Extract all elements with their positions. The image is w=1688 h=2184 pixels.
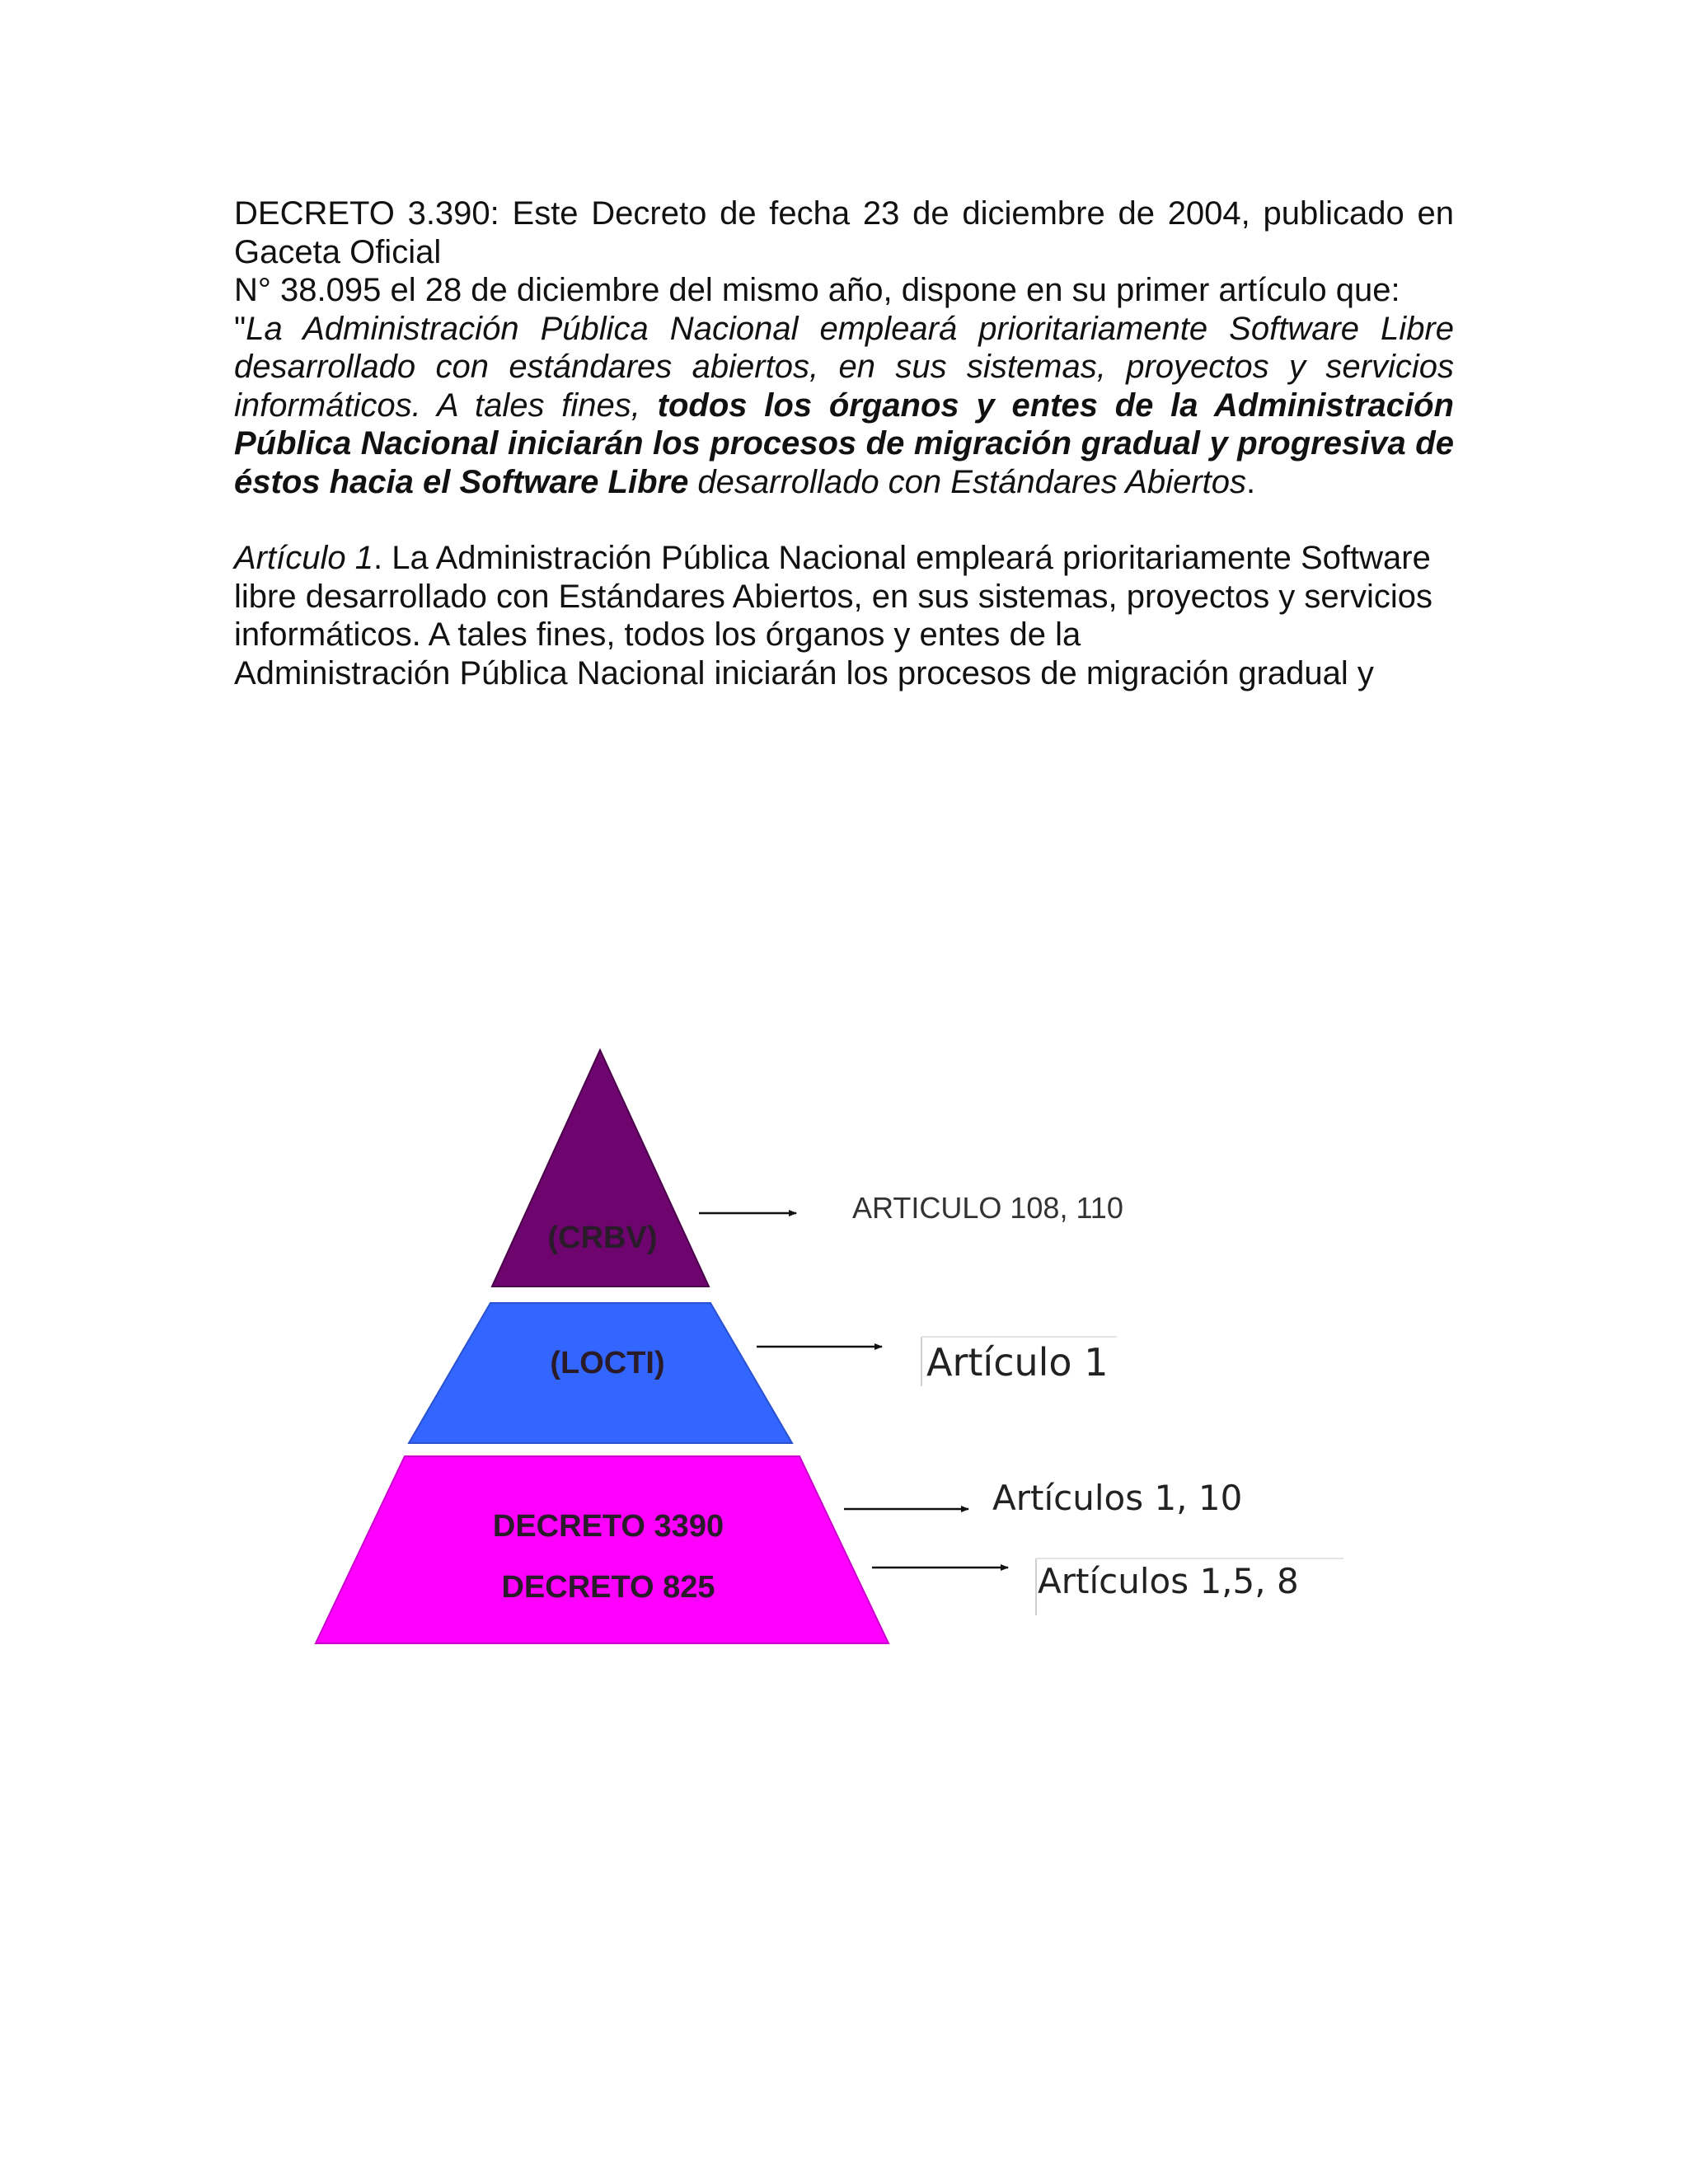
quote-italic-text: La Administración Pública Nacional empleará prioritariamente Software Libre desarrollado con estándares abiertos, en sus sistemas, proyectos y servicios informáticos. A tales fines, — [234, 310, 1454, 424]
article-text: . La Administración Pública Nacional empleará prioritariamente Software libre desarrollado con Estándares Abiertos, en sus sistemas, proyectos y servicios informáticos. A tales fines, todos los órganos y entes de la — [234, 540, 1433, 653]
reference-label-locti: Artículo 1 — [926, 1340, 1109, 1385]
pyramid-tier-decretos — [316, 1456, 889, 1643]
tier-label-locti: (LOCTI) — [550, 1346, 665, 1380]
quote-open-mark: " — [234, 310, 246, 347]
article-label: Artículo 1 — [234, 540, 373, 576]
decree-intro-line-1: DECRETO 3.390: Este Decreto de fecha 23 de diciembre de 2004, publicado en — [234, 195, 1454, 232]
tier-label-crbv: (CRBV) — [547, 1221, 658, 1255]
tier-label-decreto-3390: DECRETO 3390 — [492, 1509, 724, 1544]
quote-end-period: . — [1246, 463, 1256, 500]
reference-label-crbv: ARTICULO 108, 110 — [852, 1191, 1123, 1225]
decree-intro-line-3: N° 38.095 el 28 de diciembre del mismo año, dispone en su primer artículo que: — [234, 272, 1400, 308]
article-text-last-line: Administración Pública Nacional iniciarán los procesos de migración gradual y — [234, 654, 1374, 691]
reference-label-decreto-3390: Artículos 1, 10 — [992, 1478, 1243, 1518]
tier-label-decreto-825: DECRETO 825 — [501, 1570, 715, 1605]
quote-bold-text: todos los órganos y entes de la Administración Pública Nacional iniciarán los procesos de migración gradual y progresiva de éstos hacia el Software Libre — [234, 387, 1454, 500]
quote-italic-ending: desarrollado con Estándares Abiertos — [688, 463, 1246, 500]
decree-intro-line-2: Gaceta Oficial — [234, 233, 442, 270]
reference-label-decreto-825: Artículos 1,5, 8 — [1038, 1561, 1299, 1601]
